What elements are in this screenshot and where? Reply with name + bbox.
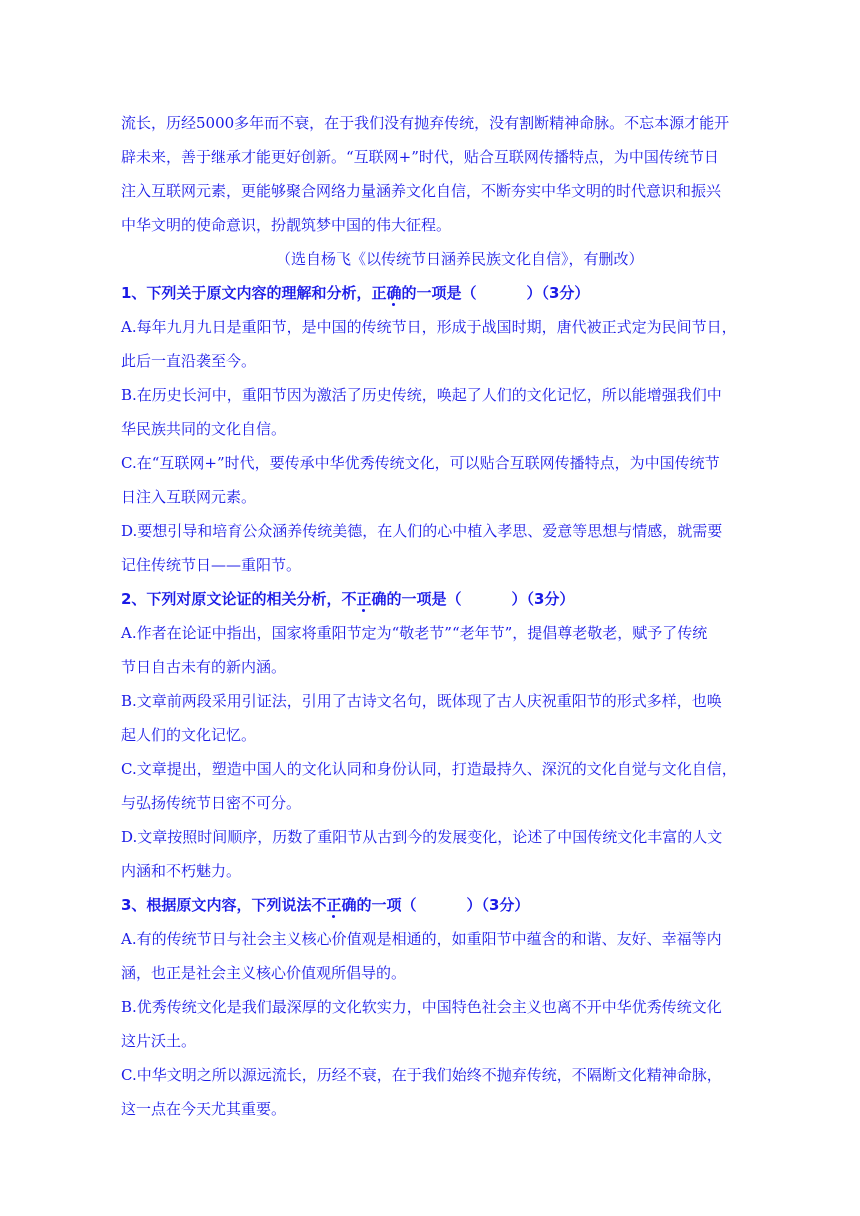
question-3 xyxy=(121,888,743,1126)
question-2 xyxy=(121,582,743,888)
emphasis-dot-char: 确 xyxy=(386,284,402,302)
question-stem-prefix: 1、下列关于原文内容的理解和分析， xyxy=(121,284,372,302)
option-b xyxy=(121,684,743,752)
option-line: 起人们的文化记忆。 xyxy=(121,726,257,744)
option-d xyxy=(121,514,743,582)
passage-line: 辟未来，善于继承才能更好创新。“互联网+”时代，贴合互联网传播特点，为中国传统节日 xyxy=(121,148,719,166)
option-line: 内涵和不朽魅力。 xyxy=(121,862,242,880)
option-line: A.有的传统节日与社会主义核心价值观是相通的，如重阳节中蕴含的和谐、友好、幸福等内 xyxy=(121,930,722,948)
option-line: 这一点在今天尤其重要。 xyxy=(121,1100,287,1118)
emphasis-dot-char: 正 xyxy=(356,590,372,608)
passage-tail xyxy=(121,106,743,242)
question-stem-emph-pre: 不 xyxy=(311,896,327,914)
option-b xyxy=(121,990,743,1058)
question-stem xyxy=(121,276,743,310)
passage-line: 流长，历经5000多年而不衰，在于我们没有抛弃传统，没有割断精神命脉。不忘本源才能开 xyxy=(121,114,730,132)
question-score: ）（3分） xyxy=(466,896,530,914)
option-a xyxy=(121,310,743,378)
question-stem-emph-post: 确的一项是（ xyxy=(371,590,462,608)
question-stem-prefix: 3、根据原文内容，下列说法 xyxy=(121,896,312,914)
option-line: 记住传统节日——重阳节。 xyxy=(121,556,302,574)
option-line: 涵，也正是社会主义核心价值观所倡导的。 xyxy=(121,964,407,982)
option-line: B.优秀传统文化是我们最深厚的文化软实力，中国特色社会主义也离不开中华优秀传统文化 xyxy=(121,998,722,1016)
option-a xyxy=(121,616,743,684)
question-stem-prefix: 2、下列对原文论证的相关分析， xyxy=(121,590,342,608)
option-line: B.在历史长河中，重阳节因为激活了历史传统，唤起了人们的文化记忆，所以能增强我们中 xyxy=(121,386,722,404)
option-line: 此后一直沿袭至今。 xyxy=(121,352,257,370)
question-stem xyxy=(121,888,743,922)
passage-source: （选自杨飞《以传统节日涵养民族文化自信》，有删改） xyxy=(276,250,644,268)
option-line: C.中华文明之所以源远流长，历经不衰，在于我们始终不抛弃传统，不隔断文化精神命脉， xyxy=(121,1066,722,1084)
question-stem-emph-pre: 不 xyxy=(341,590,357,608)
option-c xyxy=(121,446,743,514)
question-score: ）（3分） xyxy=(511,590,575,608)
option-line: A.每年九月九日是重阳节，是中国的传统节日，形成于战国时期，唐代被正式定为民间节日， xyxy=(121,318,737,336)
option-line: 这片沃土。 xyxy=(121,1032,197,1050)
option-line: 日注入互联网元素。 xyxy=(121,488,257,506)
emphasis-dot-char: 正 xyxy=(326,896,342,914)
option-c xyxy=(121,752,743,820)
option-a xyxy=(121,922,743,990)
document-content xyxy=(121,106,743,1126)
question-1 xyxy=(121,276,743,582)
passage-line: 注入互联网元素，更能够聚合网络力量涵养文化自信，不断夯实中华文明的时代意识和振兴 xyxy=(121,182,722,200)
option-line: C.在“互联网+”时代，要传承中华优秀传统文化，可以贴合互联网传播特点，为中国传统节 xyxy=(121,454,720,472)
option-c xyxy=(121,1058,743,1126)
option-line: B.文章前两段采用引证法，引用了古诗文名句，既体现了古人庆祝重阳节的形式多样，也唤 xyxy=(121,692,722,710)
question-score: ）（3分） xyxy=(526,284,590,302)
question-stem xyxy=(121,582,743,616)
option-line: A.作者在论证中指出，国家将重阳节定为“敬老节”“老年节”，提倡尊老敬老，赋予了传统 xyxy=(121,624,708,642)
option-line: 华民族共同的文化自信。 xyxy=(121,420,287,438)
question-stem-emph-post: 的一项是（ xyxy=(401,284,477,302)
question-stem-emph-post: 确的一项（ xyxy=(341,896,417,914)
passage-line: 中华文明的使命意识，扮靓筑梦中国的伟大征程。 xyxy=(121,216,452,234)
option-line: D.要想引导和培育公众涵养传统美德，在人们的心中植入孝思、爱意等思想与情感，就需要 xyxy=(121,522,723,540)
option-line: 与弘扬传统节日密不可分。 xyxy=(121,794,302,812)
option-line: D.文章按照时间顺序，历数了重阳节从古到今的发展变化，论述了中国传统文化丰富的人文 xyxy=(121,828,723,846)
option-b xyxy=(121,378,743,446)
option-d xyxy=(121,820,743,888)
option-line: C.文章提出，塑造中国人的文化认同和身份认同，打造最持久、深沉的文化自觉与文化自信， xyxy=(121,760,737,778)
option-line: 节日自古未有的新内涵。 xyxy=(121,658,287,676)
question-stem-emph-pre: 正 xyxy=(371,284,387,302)
